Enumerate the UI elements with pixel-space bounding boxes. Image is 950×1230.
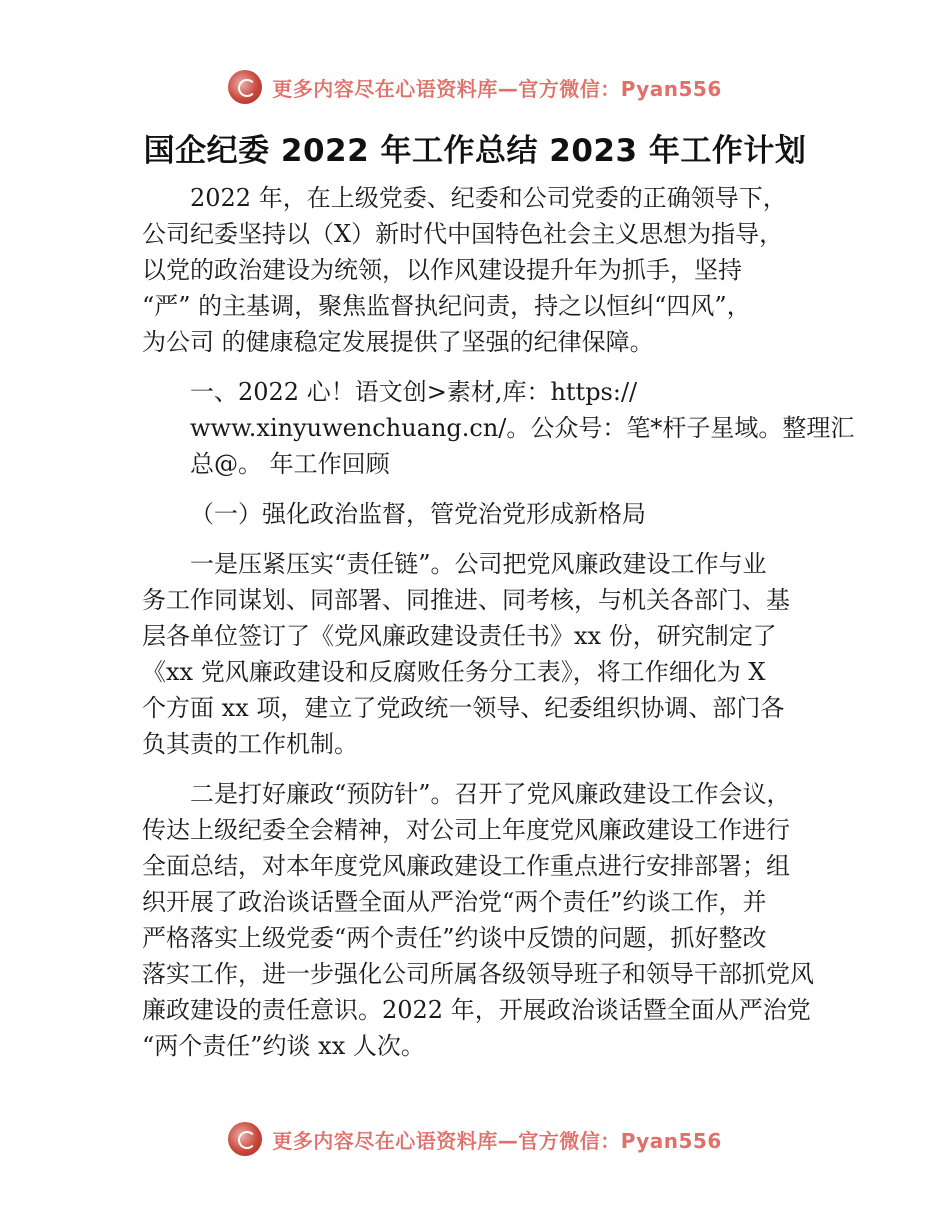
document-body — [142, 180, 855, 1064]
paragraph-spacer — [142, 762, 842, 776]
text-line: 落实工作，进一步强化公司所属各级领导班子和领导干部抓党风 — [142, 960, 814, 988]
text-line: “两个责任”约谈 xx 人次。 — [142, 1032, 425, 1060]
text-line: 一是压紧压实“责任链”。公司把党风廉政建设工作与业 — [190, 550, 767, 578]
watermark-text: 更多内容尽在心语资料库—官方微信：Pyan556 — [272, 1128, 722, 1153]
text-line: 2022 年，在上级党委、纪委和公司党委的正确领导下， — [190, 184, 787, 212]
paragraph — [142, 546, 842, 762]
text-line: 《xx 党风廉政建设和反腐败任务分工表》，将工作细化为 X — [142, 658, 766, 686]
text-line: www.xinyuwenchuang.cn/。公众号：笔*杆子星域。整理汇 — [190, 414, 855, 442]
paragraph — [142, 496, 842, 532]
text-line: 严格落实上级党委“两个责任”约谈中反馈的问题，抓好整改 — [142, 924, 767, 952]
text-line: “严” 的主基调，聚焦监督执纪问责，持之以恒纠“四风”， — [142, 292, 751, 320]
text-line: 二是打好廉政“预防针”。召开了党风廉政建设工作会议， — [190, 780, 791, 808]
text-line: 织开展了政治谈话暨全面从严治党“两个责任”约谈工作，并 — [142, 888, 767, 916]
text-line: 务工作同谋划、同部署、同推进、同考核，与机关各部门、基 — [142, 586, 790, 614]
text-line: 以党的政治建设为统领，以作风建设提升年为抓手，坚持 — [142, 256, 742, 284]
text-line: 负其责的工作机制。 — [142, 730, 358, 758]
document-title: 国企纪委 2022 年工作总结 2023 年工作计划 — [143, 133, 807, 169]
text-line: 廉政建设的责任意识。2022 年，开展政治谈话暨全面从严治党 — [142, 996, 811, 1024]
paragraph — [142, 374, 855, 482]
paragraph-spacer — [142, 360, 842, 374]
watermark-text: 更多内容尽在心语资料库—官方微信：Pyan556 — [272, 76, 722, 101]
text-line: 总@。 年工作回顾 — [190, 450, 390, 478]
text-line: 全面总结，对本年度党风廉政建设工作重点进行安排部署；组 — [142, 852, 790, 880]
brand-logo-icon — [228, 1122, 262, 1156]
paragraph-spacer — [142, 532, 842, 546]
text-line: 一、2022 心！语文创>素材,库：https:// — [190, 378, 638, 406]
paragraph — [142, 776, 842, 1064]
text-line: 为公司 的健康稳定发展提供了坚强的纪律保障。 — [142, 328, 654, 356]
watermark-footer — [0, 1122, 950, 1156]
watermark-header — [0, 70, 950, 104]
text-line: 传达上级纪委全会精神，对公司上年度党风廉政建设工作进行 — [142, 816, 790, 844]
text-line: （一）强化政治监督，管党治党形成新格局 — [190, 500, 646, 528]
paragraph — [142, 180, 842, 360]
text-line: 公司纪委坚持以（X）新时代中国特色社会主义思想为指导， — [142, 220, 784, 248]
brand-logo-icon — [228, 70, 262, 104]
paragraph-spacer — [142, 482, 842, 496]
text-line: 个方面 xx 项，建立了党政统一领导、纪委组织协调、部门各 — [142, 694, 785, 722]
text-line: 层各单位签订了《党风廉政建设责任书》xx 份，研究制定了 — [142, 622, 777, 650]
